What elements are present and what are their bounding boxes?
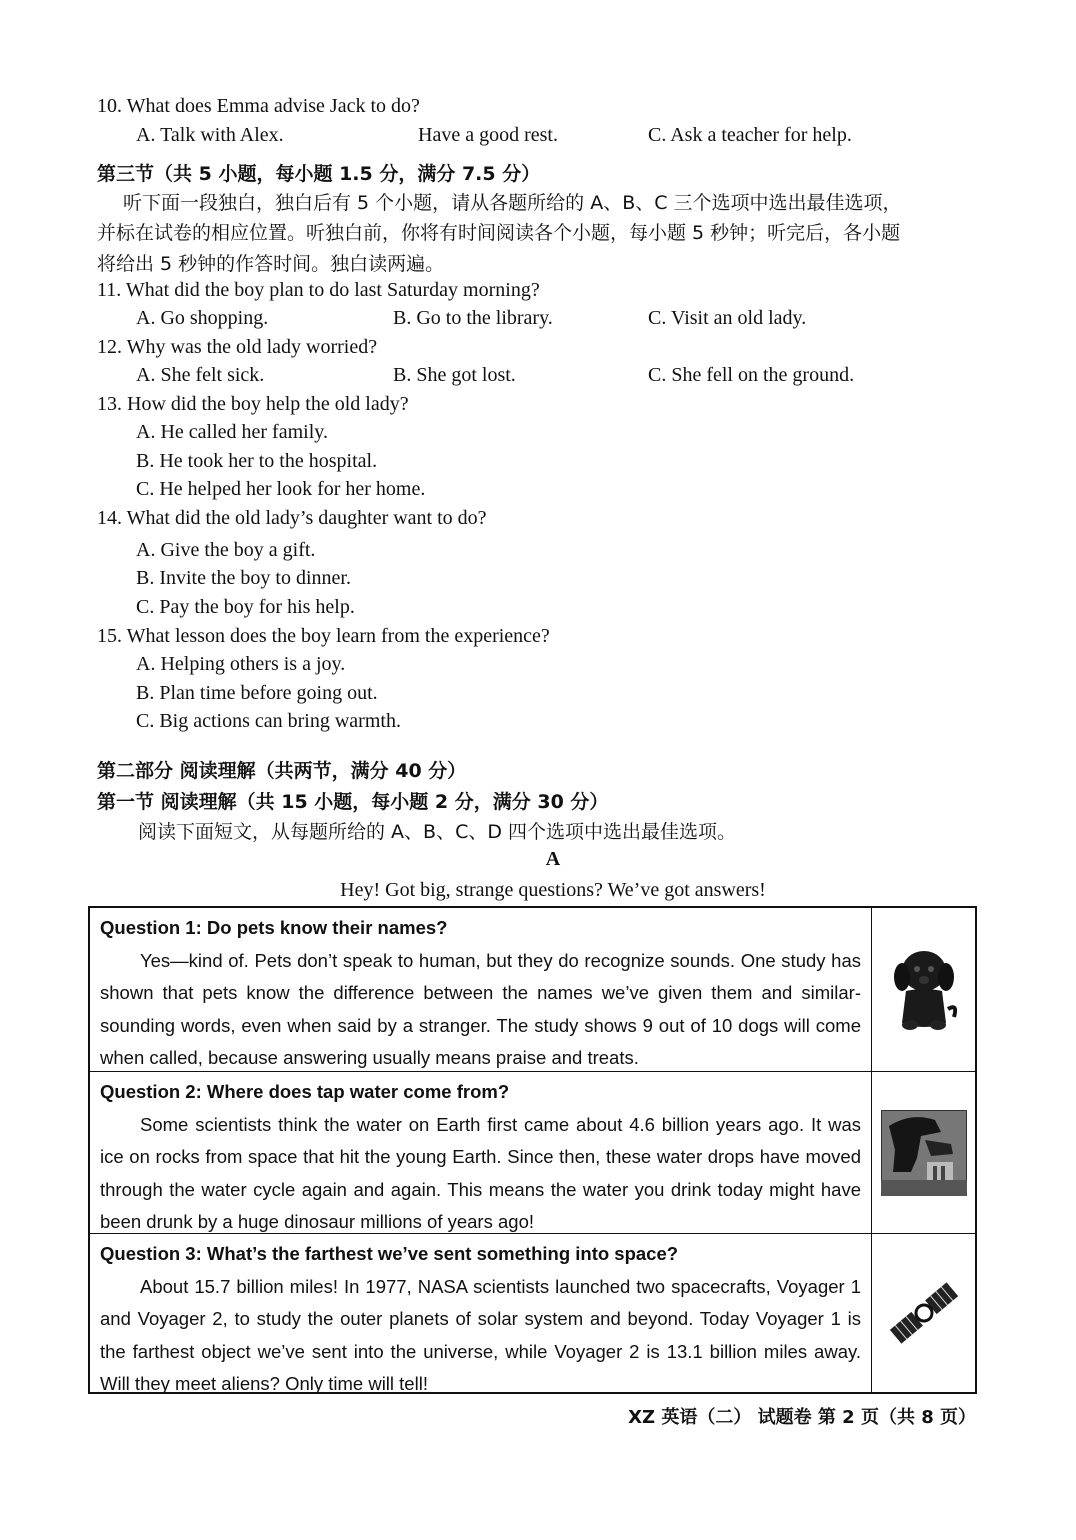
row-question: Question 3: What’s the farthest we’ve sent something into space?: [100, 1243, 679, 1264]
q14-option-c: C. Pay the boy for his help.: [136, 596, 355, 618]
q15-option-a: A. Helping others is a joy.: [136, 653, 346, 675]
section3-instruction-1: 听下面一段独白，独白后有 5 个小题，请从各题所给的 A、B、C 三个选项中选出最佳选项，: [123, 192, 902, 214]
q15-option-b: B. Plan time before going out.: [136, 682, 378, 704]
section3-instruction-3: 将给出 5 秒钟的作答时间。独白读两遍。: [97, 253, 445, 275]
table-cell-text: [90, 1234, 872, 1395]
row-answer: Some scientists think the water on Earth first came about 4.6 billion years ago. It was ice on rocks from space that hit the young Earth. Since then, these water drops have moved through the water cycle again and again. This means the water you drink today might have been drunk by a huge dinosaur millions of years ago!: [100, 1113, 861, 1233]
table-row: [90, 1072, 975, 1234]
q12-option-b: B. She got lost.: [393, 364, 516, 386]
q13-option-a: A. He called her family.: [136, 421, 328, 443]
section3-heading: 第三节（共 5 小题，每小题 1.5 分，满分 7.5 分）: [97, 163, 541, 185]
part2-section1-heading: 第一节 阅读理解（共 15 小题，每小题 2 分，满分 30 分）: [97, 791, 609, 813]
page-footer: XZ 英语（二） 试题卷 第 2 页（共 8 页）: [628, 1407, 976, 1428]
row-question: Question 1: Do pets know their names?: [100, 917, 448, 938]
q10-option-b: Have a good rest.: [418, 124, 558, 146]
question-10: 10. What does Emma advise Jack to do?: [97, 95, 420, 117]
q11-option-b: B. Go to the library.: [393, 307, 553, 329]
table-cell-text: [90, 1072, 872, 1233]
q11-option-c: C. Visit an old lady.: [648, 307, 807, 329]
q11-option-a: A. Go shopping.: [136, 307, 269, 329]
q10-option-c: C. Ask a teacher for help.: [648, 124, 852, 146]
spacecraft-image: [872, 1234, 975, 1392]
q10-option-a: A. Talk with Alex.: [136, 124, 284, 146]
q13-option-b: B. He took her to the hospital.: [136, 450, 378, 472]
q14-option-a: A. Give the boy a gift.: [136, 539, 316, 561]
part2-instruction: 阅读下面短文，从每题所给的 A、B、C、D 四个选项中选出最佳选项。: [138, 821, 737, 843]
q12-option-a: A. She felt sick.: [136, 364, 265, 386]
row-answer: About 15.7 billion miles! In 1977, NASA scientists launched two spacecrafts, Voyager 1 and Voyager 2, to study the outer planets of solar system and beyond. Today Voyager 1 is the farthest object we’ve sent into the universe, while Voyager 2 is 13.1 billion miles away. Will they meet aliens? Only time will tell!: [100, 1275, 861, 1395]
q12-option-c: C. She fell on the ground.: [648, 364, 855, 386]
table-row: [90, 1234, 975, 1395]
q13-option-c: C. He helped her look for her home.: [136, 478, 426, 500]
passage-letter: A: [545, 848, 561, 870]
question-15: 15. What lesson does the boy learn from the experience?: [97, 625, 550, 647]
part2-heading: 第二部分 阅读理解（共两节，满分 40 分）: [97, 760, 467, 782]
question-12: 12. Why was the old lady worried?: [97, 336, 378, 358]
question-14: 14. What did the old lady’s daughter want to do?: [97, 507, 487, 529]
section3-instruction-2: 并标在试卷的相应位置。听独白前，你将有时间阅读各个小题，每小题 5 秒钟；听完后，各小题: [97, 222, 901, 244]
row-question: Question 2: Where does tap water come from?: [100, 1081, 510, 1102]
qa-table: [88, 906, 977, 1394]
question-11: 11. What did the boy plan to do last Saturday morning?: [97, 279, 540, 301]
table-cell-text: [90, 908, 872, 1071]
q14-option-b: B. Invite the boy to dinner.: [136, 567, 351, 589]
question-13: 13. How did the boy help the old lady?: [97, 393, 409, 415]
table-row: [90, 908, 975, 1072]
dinosaur-image: [872, 1072, 975, 1233]
q15-option-c: C. Big actions can bring warmth.: [136, 710, 401, 732]
row-answer: Yes—kind of. Pets don’t speak to human, but they do recognize sounds. One study has shown that pets know the difference between the names we’ve given them and similar-sounding words, even when said by a stranger. The study shows 9 out of 10 dogs will come when called, because answering usually means praise and treats.: [100, 949, 861, 1069]
dog-image: [872, 908, 975, 1071]
passage-title: Hey! Got big, strange questions? We’ve got answers!: [340, 879, 766, 901]
